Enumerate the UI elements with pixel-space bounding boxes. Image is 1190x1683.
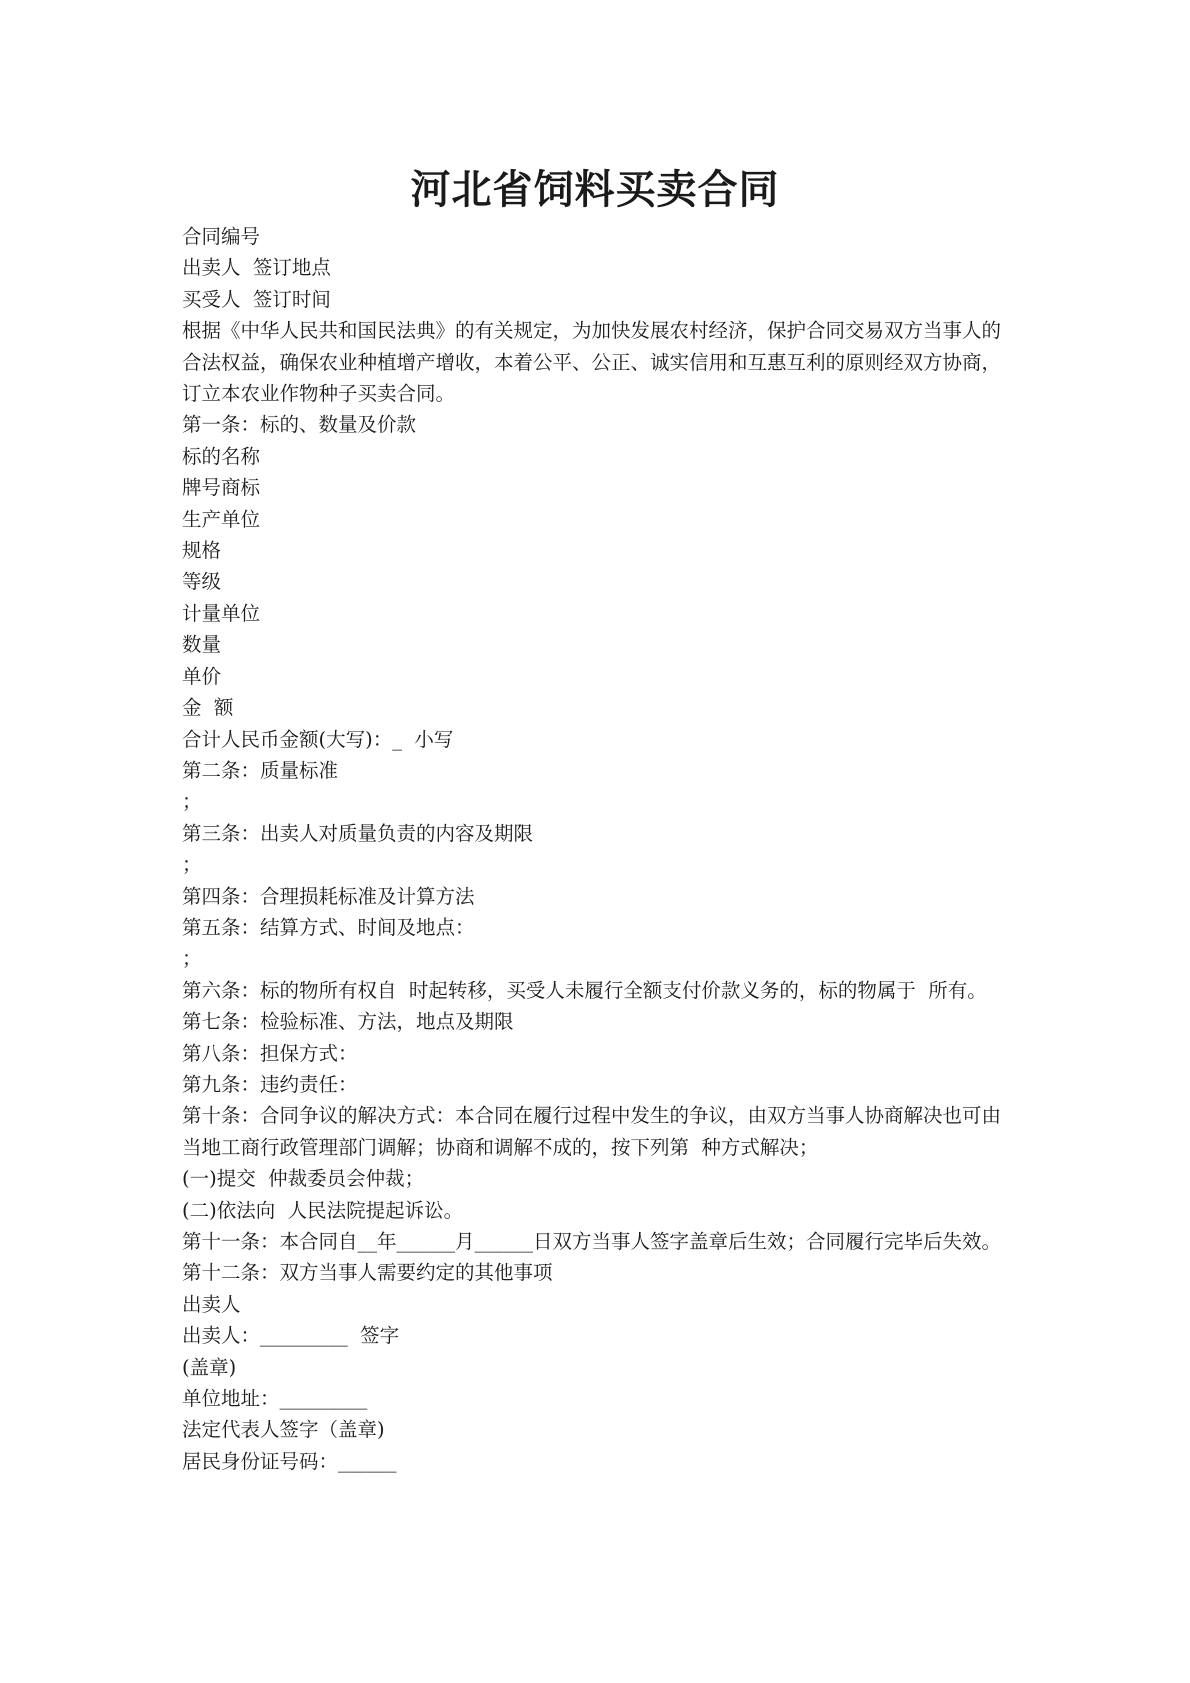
- seller-signature-line: 出卖人：_________ 签字: [182, 1324, 400, 1348]
- arbitration-option: (一)提交 仲裁委员会仲裁；: [182, 1167, 425, 1191]
- article-10-paragraph: 第十条：合同争议的解决方式：本合同在履行过程中发生的争议，由双方当事人协商解决也可由当地工商行政管理部门调解；协商和调解不成的，按下列第 种方式解决；: [182, 1104, 1002, 1159]
- article-1-heading: 第一条：标的、数量及价款: [182, 413, 417, 437]
- unit-of-measure-line: 计量单位: [182, 601, 261, 625]
- document-title: 河北省饲料买卖合同: [410, 166, 780, 213]
- total-amount-line: 合计人民币金额(大写)：_ 小写: [182, 727, 454, 751]
- article-3-blank: ；: [182, 853, 202, 877]
- article-9-heading: 第九条：违约责任：: [182, 1072, 358, 1096]
- article-3-heading: 第三条：出卖人对质量负责的内容及期限: [182, 821, 534, 845]
- contract-number-line: 合同编号: [182, 225, 261, 248]
- article-2-blank: ；: [182, 790, 202, 814]
- article-4-heading: 第四条：合理损耗标准及计算方法: [182, 884, 475, 908]
- article-7-heading: 第七条：检验标准、方法，地点及期限: [182, 1010, 514, 1034]
- legal-representative-line: 法定代表人签字（盖章): [182, 1418, 385, 1442]
- article-6-paragraph: 第六条：标的物所有权自 时起转移，买受人未履行全额支付价款义务的，标的物属于 所有。: [182, 978, 987, 1002]
- amount-line: 金 额: [182, 696, 234, 720]
- manufacturer-line: 生产单位: [182, 507, 261, 531]
- article-5-heading: 第五条：结算方式、时间及地点：: [182, 915, 475, 939]
- quantity-line: 数量: [182, 633, 222, 657]
- specification-line: 规格: [182, 539, 222, 563]
- grade-line: 等级: [182, 570, 222, 594]
- buyer-signing-time-line: 买受人 签订时间: [182, 287, 331, 311]
- seller-signing-place-line: 出卖人 签订地点: [182, 256, 331, 280]
- article-11-paragraph: 第十一条：本合同自__年______月______日双方当事人签字盖章后生效；合同履行完毕后失效。: [182, 1230, 1002, 1253]
- article-5-blank: ；: [182, 947, 202, 971]
- id-number-line: 居民身份证号码：______: [182, 1449, 397, 1473]
- article-2-heading: 第二条：质量标准: [182, 758, 339, 782]
- brand-trademark-line: 牌号商标: [182, 476, 261, 500]
- document-body: [182, 221, 1018, 1477]
- article-8-heading: 第八条：担保方式：: [182, 1041, 358, 1065]
- seller-label: 出卖人: [182, 1292, 241, 1316]
- article-12-heading: 第十二条：双方当事人需要约定的其他事项: [182, 1261, 553, 1285]
- preamble-paragraph: 根据《中华人民共和国民法典》的有关规定，为加快发展农村经济，保护合同交易双方当事人的合法权益，确保农业种植增产增收，本着公平、公正、诚实信用和互惠互利的原则经双方协商，订立本农业作物种子买卖合同。: [182, 319, 1002, 406]
- unit-price-line: 单价: [182, 664, 222, 688]
- item-name-line: 标的名称: [182, 444, 261, 468]
- unit-address-line: 单位地址：_________: [182, 1387, 368, 1411]
- litigation-option: (二)依法向 人民法院提起诉讼。: [182, 1198, 464, 1222]
- seal-line: (盖章): [182, 1355, 237, 1379]
